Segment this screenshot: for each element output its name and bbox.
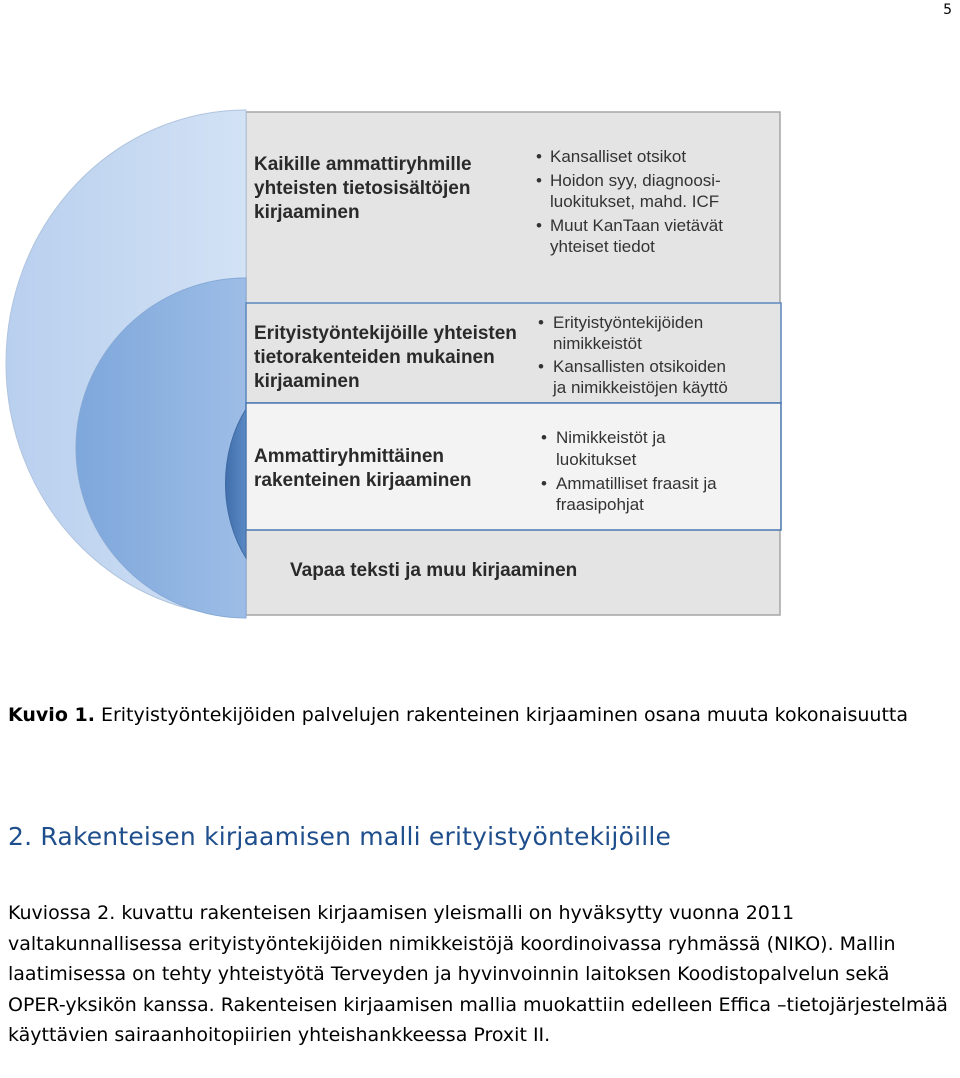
free-text-label: Vapaa teksti ja muu kirjaaminen [290,560,578,581]
bullet-text: Ammatilliset fraasit ja [556,474,717,493]
bullet-text: ja nimikkeistöjen käyttö [553,378,728,397]
layer-2-title: Erityistyöntekijöille yhteisten tietorakenteiden mukainen kirjaaminen [254,323,517,392]
bullet-text: nimikkeistöt [553,334,642,353]
layer-3-title: Ammattiryhmittäinen rakenteinen kirjaaminen [254,446,472,491]
figure-caption [8,700,938,730]
svg-text:•: • [538,313,544,332]
caption-text: Erityistyöntekijöiden palvelujen rakenteinen kirjaaminen osana muuta kokonaisuutta [94,704,909,726]
bullet-text: luokitukset, mahd. ICF [550,192,720,211]
bullet-text: Kansallisten otsikoiden [553,357,726,376]
bullet-text: fraasipohjat [556,495,644,514]
svg-text:•: • [536,171,542,190]
caption-label: Kuvio 1. [8,704,95,726]
svg-text:•: • [541,428,547,447]
body-paragraph: Kuviossa 2. kuvattu rakenteisen kirjaamisen yleismalli on hyväksytty vuonna 2011 valtakunnallisessa erityistyöntekijöiden nimikkeistöjä koordinoivassa ryhmässä (NIKO). Mallin laatimisessa on tehty yhteistyötä Terveyden ja hyvinvoinnin laitoksen Koodistopalvelun sekä OPER-yksikön kanssa. Rakenteisen kirjaamisen mallia muokattiin edelleen Effica –tietojärjestelmää käyttävien sairaanhoitopiirien yhteishankkeessa Proxit II. [8,902,948,1046]
bullet-text: Erityistyöntekijöiden [553,313,704,332]
svg-text:•: • [538,357,544,376]
layer-1-title: Kaikille ammattiryhmille yhteisten tietosisältöjen kirjaaminen [254,154,472,223]
bullet-text: luokitukset [556,450,637,469]
page-number: 5 [943,2,952,18]
svg-text:•: • [536,147,542,166]
bullet-text: Kansalliset otsikot [550,147,687,166]
bullet-text: Muut KanTaan vietävät [550,216,723,235]
svg-text:•: • [536,216,542,235]
bullet-text: yhteiset tiedot [550,237,655,256]
section-heading: 2. Rakenteisen kirjaamisen malli erityistyöntekijöille [8,822,672,851]
bullet-text: Nimikkeistöt ja [556,428,666,447]
svg-text:•: • [541,474,547,493]
bullet-text: Hoidon syy, diagnoosi- [550,171,721,190]
